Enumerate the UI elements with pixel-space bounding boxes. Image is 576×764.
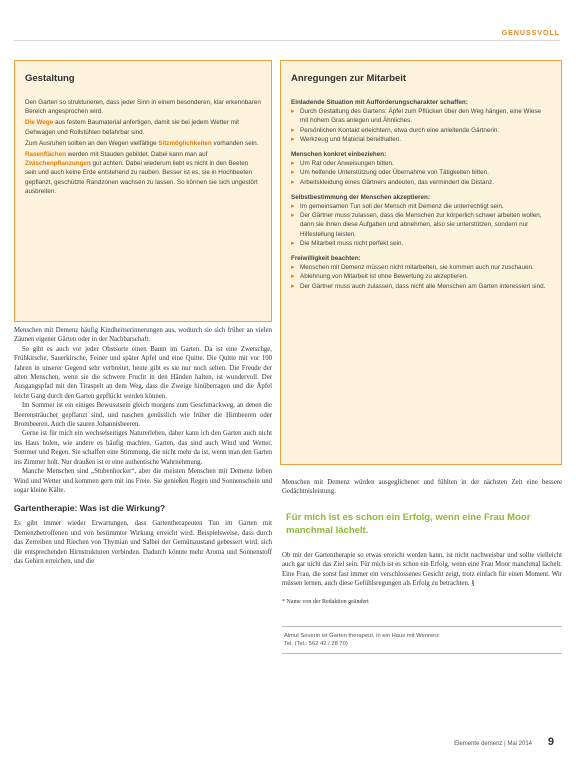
gestaltung-p3-text: Zum Ausruhen sollten an den Wegen vielfältige <box>25 139 159 147</box>
mitarbeit-list-item: ▸ Der Gärtner muss auch zulassen, dass nicht alle Menschen am Garten interessiert sind. <box>291 282 551 291</box>
header-divider <box>14 40 560 41</box>
mitarbeit-group-heading: Selbstbestimmung der Menschen akzeptieren: <box>291 193 430 201</box>
wirkung-heading: Gartentherapie: Was ist die Wirkung? <box>14 503 166 514</box>
left-paragraphs <box>14 326 272 495</box>
left-paragraph: Im Sommer ist ein einiges Bewusstsein gleich morgens zum Geschmackweg, an denen die Beerensträucher gepflanzt sind, und naschen genüsslich wie früher die Himbeeren oder Brombeeren. Auch die sauren Johannisbeeren. <box>14 402 272 429</box>
mitarbeit-list <box>291 202 551 248</box>
wirkung-paragraph: Es gibt immer wieder Erwartungen, dass Gartentherapeuten Tun im Garten mit Demenzbetroffenen und von bestimmter Wirkung erreicht wird. Beispielsweise, dass durch das Zerreiben und Riechen von Thymian und Salbei der Gemütszustand gebessert wird, sich die entsprechenden Hirnstrukturen verbinden. Dadurch könnte mehr Aroma und Sonnenstoff das Gehirn erreichen, und die <box>14 520 272 565</box>
left-column <box>14 326 272 566</box>
contact-box <box>282 626 562 654</box>
mitarbeit-list <box>291 107 551 144</box>
gestaltung-p4 <box>25 150 261 196</box>
gestaltung-box <box>14 60 272 322</box>
mitarbeit-list-item: ▸ Die Mitarbeit muss nicht perfekt sein. <box>291 239 551 248</box>
mitarbeit-group-heading: Menschen konkret einbeziehen: <box>291 151 387 159</box>
footnote: * Name von der Redaktion geändert <box>282 599 369 606</box>
mitarbeit-list-item: ▸ Durch Gestaltung des Gartens: Äpfel zum Pflücken über den Weg hängen, eine Wiese mit hohem Gras anlegen und Ähnliches. <box>291 107 551 125</box>
gestaltung-p2 <box>25 118 261 136</box>
right-para-2: Ob mit der Gartentherapie so etwas erreicht werden kann, ist nicht nachweisbar und sollte vielleicht auch gar nicht das Ziel sein. Für mich ist es schon ein Erfolg, wenn eine Frau Moor manchmal lächelt. Eine Frau, die sonst fast immer ein verschlossenes Gesicht zeigt, trotz einfach für einen Moment. Wir müssen lernen, auch diese Gefühlsregungen als Erfolg zu betrachten. § <box>282 551 562 588</box>
left-paragraph: Menschen mit Demenz häufig Kindheitserinnerungen aus, wodurch sie sich früher an vielen Zäunen eigener Gärten oder in der Nachbarschaft. <box>14 327 272 344</box>
gestaltung-p4-rest: gut achten. Dabei wiederum liebt es nicht in den Beeten sein und auch keine Erde entstehend zu rauben. Besser ist es, sie in Hochbeeten gepflanzt, geschützte Randzonen wachsen zu lassen. So können sie sich ungestört ausbreiten. <box>25 160 258 195</box>
mitarbeit-list <box>291 159 551 187</box>
highlight-wege: Die Wege <box>25 119 54 127</box>
mitarbeit-list-item: ▸ Um Rat oder Anweisungen bitten. <box>291 159 551 168</box>
highlight-rasen: Rasenflächen <box>25 151 66 159</box>
mitarbeit-group-heading: Freiwilligkeit beachten: <box>291 255 361 263</box>
section-label: GENUSSVOLL <box>501 30 560 37</box>
mitarbeit-group-heading: Einladende Situation mit Aufforderungscharakter schaffen: <box>291 99 468 106</box>
right-column <box>282 478 562 654</box>
gestaltung-p3-rest: vorhanden sein. <box>211 139 259 147</box>
page-number: 9 <box>547 736 554 748</box>
gestaltung-p2-text: aus festem Baumaterial anfertigen, damit sie bei jedem Wetter mit Gehwagen und Rollstühlen befahrbar sind. <box>25 119 239 136</box>
gestaltung-p1: Den Garten so strukturieren, dass jeder Sinn in einem besonderen, klar erkennbaren Bereich angesprochen wird. <box>25 99 261 116</box>
mitarbeit-list <box>291 263 551 291</box>
footer-magazine: Elemente demenz | Mai 2014 <box>454 741 532 747</box>
right-para-1: Menschen mit Demenz würden ausgeglichener und fühlten in der nächsten Zeit eine bessere Gedächtnisleistung. <box>282 479 562 496</box>
mitarbeit-list-item: ▸ Arbeitskleidung eines Gärtners andeuten, das vermindert die Distanz. <box>291 178 551 187</box>
mitarbeit-list-item: ▸ Der Gärtner muss zulassen, dass die Menschen zur körperlich schwer arbeiten wollen, dann sie ihnen diese Aufgaben und abnehmen, also sie unterstützen, sondern nur Hilfestellung leisten. <box>291 211 551 239</box>
contact-line-2: Tel. (Tel.: 562 42 / 28 70) <box>284 640 348 647</box>
pull-quote: Für mich ist es schon ein Erfolg, wenn eine Frau Moor manchmal lächelt. <box>286 511 531 536</box>
mitarbeit-title: Anregungen zur Mitarbeit <box>291 73 407 84</box>
mitarbeit-list-item: ▸ Im gemeinsamen Tun soll der Mensch mit Demenz die unterrechtigt sein. <box>291 202 551 211</box>
mitarbeit-list-item: ▸ Menschen mit Demenz müssen nicht mitarbeiten, sie kommen auch nur zuschauen. <box>291 263 551 272</box>
left-paragraph: So gibt es auch vor jeder Obstsorte einen Baum im Garten. Da ist eine Zwetschge, Frühkirsche, Sauerkirsche, Feiner und später Apfel und eine Quitte. Die Quitte mit vor 100 Jahren in unserer Gegend sehr verbreitet, heute gibt es sie nur noch selten. Die Freude der alten Menschen, wenn sie die schwere Frucht in den Händen halten, ist wundervoll. Der Ausgangspfad mit den Tiraspelt an dem Weg, dass die Zweige hinüberragen und die Äpfel leicht Gang durch den Garten gepflückt werden können. <box>14 345 272 400</box>
mitarbeit-list-item: ▸ Um helfende Unterstützung oder Übernahme von Tätigkeiten bitten. <box>291 168 551 177</box>
left-paragraph: Manche Menschen sind „Stubenhocker“, aber die meisten Menschen mit Demenz lieben Wind und Wetter und kommen gern mit ins Freie. Sie genießen Regen und Sonnenschein und sogar kleine Kälte. <box>14 468 272 494</box>
contact-line-1: Almut Severin ist Garten therapeut, in ein Haus mit Wennerz <box>284 632 440 639</box>
gestaltung-p4-mid: werden mit Stauden gebildet. Dabei kann man auf <box>65 151 208 159</box>
mitarbeit-list-item: ▸ Werkzeug und Material bereithalten. <box>291 135 551 144</box>
left-paragraph: Gerne ist für mich ein wechselseitiges Naturerleben, daher kann ich den Garten auch nicht ins Haus holen, wie andere es häufig machten. Garten, das sind auch Wind und Wetter, Sommer und Regen. Sie schaffen eine Stimmung, die nicht mehr da ist, wenn man den Garten ins Zimmer holt. Nur draußen ist er eine authentische Wahrnehmung. <box>14 430 272 466</box>
mitarbeit-groups <box>291 98 551 291</box>
highlight-sitz: Sitzmöglichkeiten <box>158 139 212 147</box>
gestaltung-title: Gestaltung <box>25 73 75 84</box>
highlight-zwischen: Zwischenpflanzungen <box>25 160 91 168</box>
mitarbeit-box <box>280 60 562 465</box>
mitarbeit-list-item: ▸ Persönlichen Kontakt erleichtern, etwa durch eine anleitende Gärtnerin. <box>291 126 551 135</box>
mitarbeit-list-item: ▸ Ablehnung von Mitarbeit ist ohne Bewertung zu akzeptieren. <box>291 272 551 281</box>
gestaltung-p3 <box>25 139 261 148</box>
